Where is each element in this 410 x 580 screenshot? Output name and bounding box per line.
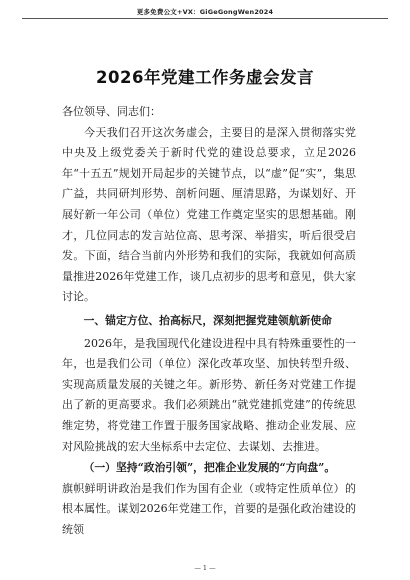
header-divider — [22, 18, 388, 19]
header-note: 更多免费公文+VX：GiGeGongWen2024 — [136, 8, 274, 16]
salutation: 各位领导、同志们： — [62, 105, 161, 118]
section-heading-1: 一、锚定方位、抬高标尺，深刻把握党建领航新使命 — [83, 313, 332, 327]
document-title: 2026年党建工作务虚会发言 — [96, 68, 314, 87]
section-1-paragraph: 2026年，是我国现代化建设进程中具有特殊重要性的一年，也是我们公司（单位）深化改革攻坚、加快转型升级、实现高质量发展的关键之年。新形势、新任务对党建工作提出了新的更高要求。我们必须跳出“就党建抓党建”的传统思维定势，将党建工作置于服务国家战略、推动企业发展、应对风险挑战的宏大坐标系中去定位、去谋划、去推进。 — [62, 336, 356, 453]
subsection-heading-1: （一）坚持“政治引领”，把准企业发展的“方向盘”。 — [83, 461, 336, 475]
document-body — [62, 102, 356, 540]
page-number: — 1 — — [194, 564, 216, 572]
subsection-1-paragraph: 旗帜鲜明讲政治是我们作为国有企业（或特定性质单位）的根本属性。谋划2026年党建工作，首要的是强化政治建设的统领 — [62, 481, 356, 536]
opening-paragraph: 今天我们召开这次务虚会，主要目的是深入贯彻落实党中央及上级党委关于新时代党的建设总要求，立足2026年“十五五”规划开局起步的关键节点，以“虚”促“实”，集思广益，共同研判形势、剖析问题、厘清思路，为谋划好、开展好新一年公司（单位）党建工作奠定坚实的思想基础。刚才，几位同志的发言站位高、思考深、举措实，听后很受启发。下面，结合当前内外形势和我们的实际，我就如何高质量推进2026年党建工作，谈几点初步的思考和意见，供大家讨论。 — [62, 125, 356, 304]
